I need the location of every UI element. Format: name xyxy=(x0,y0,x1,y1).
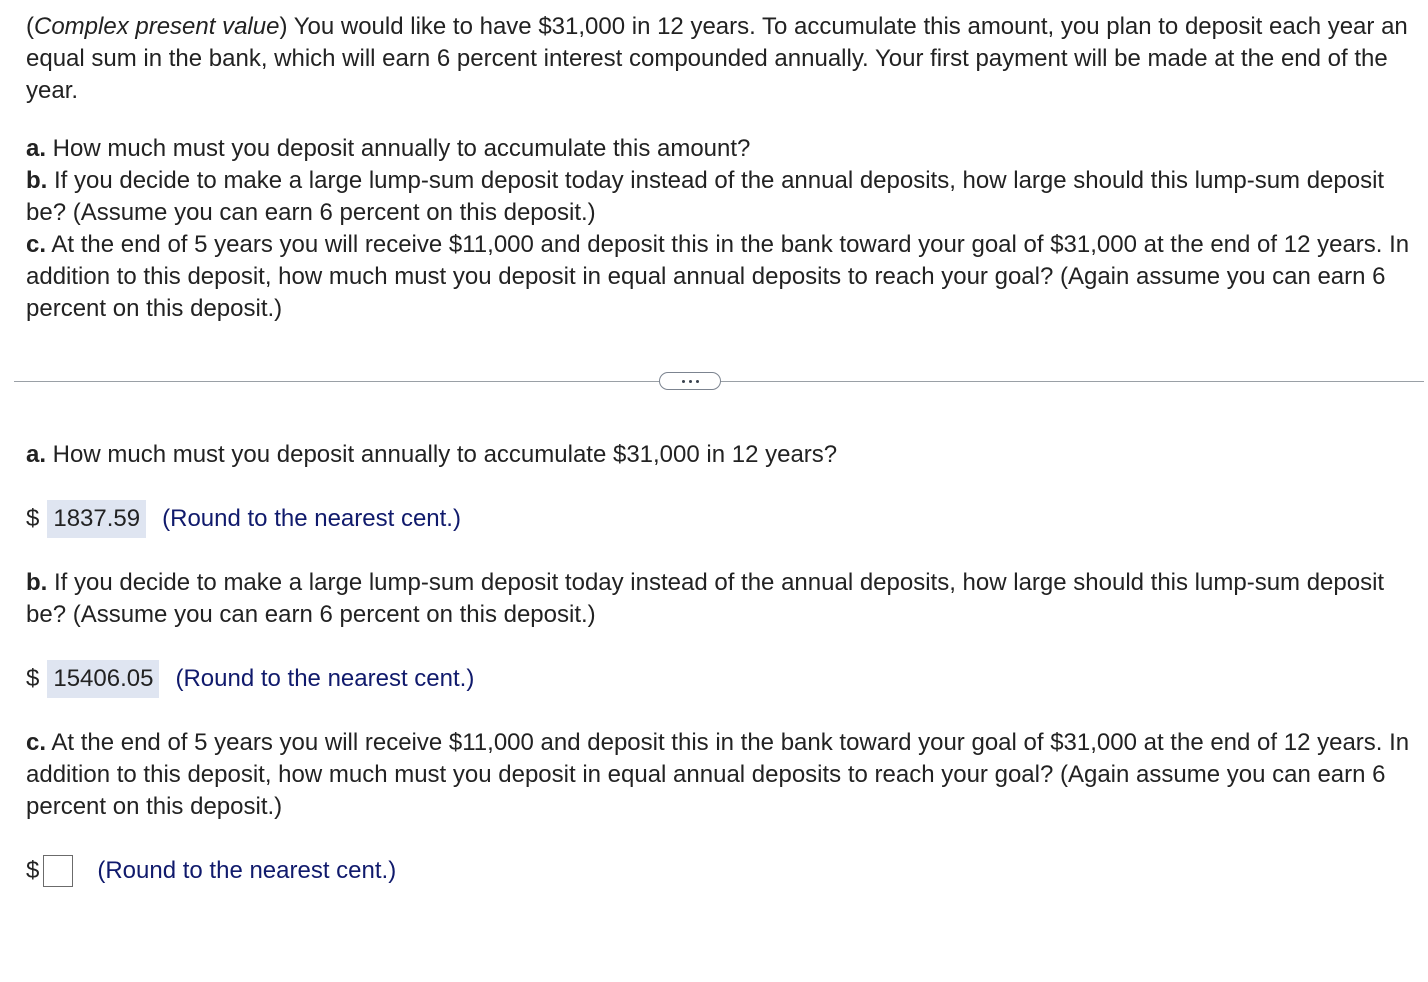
part-a-currency: $ xyxy=(26,505,40,532)
part-a-hint: (Round to the nearest cent.) xyxy=(162,505,461,532)
part-a-text: How much must you deposit annually to accumulate $31,000 in 12 years? xyxy=(46,441,838,468)
part-c-text: At the end of 5 years you will receive $11,000 and deposit this in the bank toward your goal of $31,000 at the end of 12 years. In addition to this deposit, how much must you deposit in equal annual deposits to reach your goal? (Again assume you can earn 6 percent on this deposit.) xyxy=(26,729,1410,820)
part-c-hint: (Round to the nearest cent.) xyxy=(97,857,397,884)
question-list xyxy=(26,133,1421,325)
part-c-currency: $ xyxy=(26,857,40,884)
problem-title: Complex present value xyxy=(34,13,280,40)
question-c-label: c. xyxy=(26,231,47,258)
part-b-answer-row xyxy=(26,660,474,698)
question-a xyxy=(26,133,1421,165)
part-b-question xyxy=(26,567,1421,631)
part-a-answer-row xyxy=(26,500,461,538)
part-c-label: c. xyxy=(26,729,47,756)
question-b-label: b. xyxy=(26,167,48,194)
problem-statement xyxy=(26,11,1421,107)
part-b-text: If you decide to make a large lump-sum deposit today instead of the annual deposits, how large should this lump-sum deposit be? (Assume you can earn 6 percent on this deposit.) xyxy=(26,569,1385,628)
part-c-question xyxy=(26,727,1421,823)
part-a-label: a. xyxy=(26,441,47,468)
part-a-question xyxy=(26,439,1421,471)
question-c xyxy=(26,229,1421,325)
ellipsis-icon xyxy=(682,380,685,383)
part-a-answer: 1837.59 xyxy=(47,500,146,538)
question-b xyxy=(26,165,1421,229)
expand-button[interactable] xyxy=(659,372,721,390)
question-a-label: a. xyxy=(26,135,47,162)
part-b-hint: (Round to the nearest cent.) xyxy=(175,665,475,692)
ellipsis-icon xyxy=(696,380,699,383)
question-b-text: If you decide to make a large lump-sum deposit today instead of the annual deposits, how large should this lump-sum deposit be? (Assume you can earn 6 percent on this deposit.) xyxy=(26,167,1385,226)
problem-text: ) You would like to have $31,000 in 12 years. To accumulate this amount, you plan to deposit each year an equal sum in the bank, which will earn 6 percent interest compounded annually. Your first payment will be made at the end of the year. xyxy=(26,13,1408,104)
question-a-text: How much must you deposit annually to accumulate this amount? xyxy=(46,135,751,162)
part-b-currency: $ xyxy=(26,665,40,692)
part-c-answer-input[interactable] xyxy=(43,855,73,887)
question-c-text: At the end of 5 years you will receive $11,000 and deposit this in the bank toward your goal of $31,000 at the end of 12 years. In addition to this deposit, how much must you deposit in equal annual deposits to reach your goal? (Again assume you can earn 6 percent on this deposit.) xyxy=(26,231,1410,322)
part-b-label: b. xyxy=(26,569,48,596)
part-c-answer-row xyxy=(26,852,396,890)
part-b-answer: 15406.05 xyxy=(47,660,159,698)
ellipsis-icon xyxy=(689,380,692,383)
problem-open-paren: ( xyxy=(26,13,34,40)
